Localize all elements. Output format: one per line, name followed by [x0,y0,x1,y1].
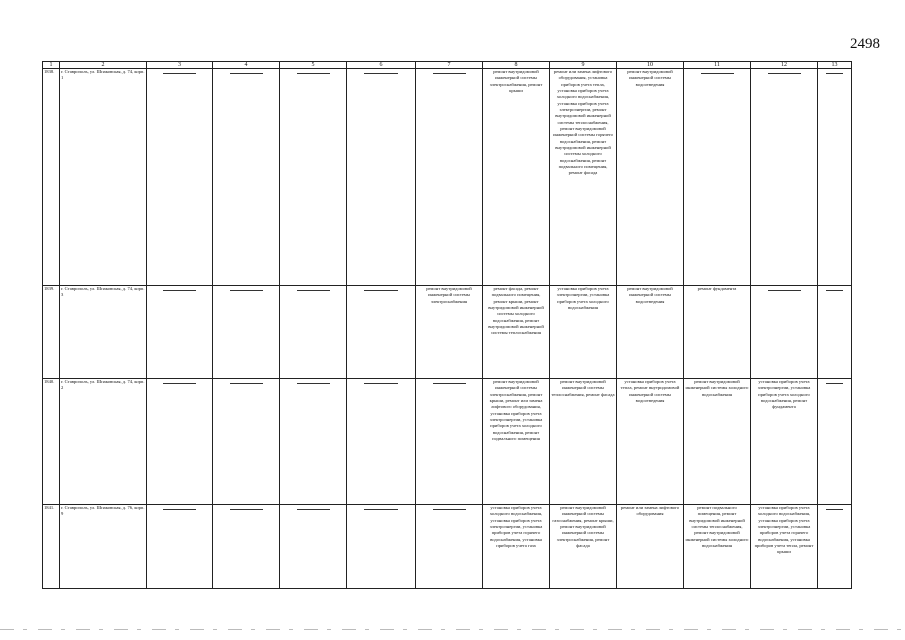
empty-cell [684,69,751,286]
column-number-row [43,62,852,69]
column-header: 3 [147,62,213,69]
row-address: г. Ставрополь, ул. Шпаковская, д. 76, корп. 9 [60,505,147,589]
empty-cell [347,379,416,505]
work-cell: ремонт внутридомовой инженерной системы электроснабжения, ремонт крыши [483,69,550,286]
table-row [43,379,852,505]
empty-cell [213,69,280,286]
work-cell: ремонт или замена лифтового оборудования, установка приборов учета тепла, установка приборов учета холодного водоснабжения, установка приборов учета электроэнергии, ремонт внутридомовой инженерной системы теплоснабжения, ремонт внутридомовой инженерной системы горячего водоснабжения, ремонт внутридомовой инженерной системы холодного водоснабжения, ремонт подвального помещения, ремонт фасада [550,69,617,286]
work-cell: ремонт внутридомовой инженерной системы теплоснабжения, ремонт фасада [550,379,617,505]
empty-cell [147,379,213,505]
work-cell: ремонт фасада, ремонт подвального помещения, ремонт крыши, ремонт внутридомовой инженерной системы холодного водоснабжения, ремонт внутридомовой инженерной системы теплоснабжения [483,286,550,379]
empty-cell [416,69,483,286]
column-header: 13 [818,62,852,69]
column-header: 7 [416,62,483,69]
row-number: 1838. [43,69,60,286]
column-header: 2 [60,62,147,69]
row-number: 1840. [43,379,60,505]
empty-cell [347,69,416,286]
empty-cell [280,286,347,379]
column-header: 6 [347,62,416,69]
empty-cell [751,286,818,379]
work-cell: ремонт внутридомовой инженерной системы водоотведения [617,286,684,379]
empty-cell [147,69,213,286]
work-cell: установка приборов учета холодного водоснабжения, установка приборов учета электроэнергии, установка приборов учета горячего водоснабжения, установка приборов учета газа [483,505,550,589]
work-cell: ремонт внутридомовой инженерной системы холодного водоснабжения [684,379,751,505]
page-number: 2498 [850,36,880,52]
work-cell: ремонт внутридомовой инженерной системы газоснабжения, ремонт крыши, ремонт внутридомовой инженерной системы электроснабжения, ремонт фасада [550,505,617,589]
work-cell: ремонт фундамента [684,286,751,379]
table-row [43,69,852,286]
column-header: 9 [550,62,617,69]
work-cell: ремонт или замена лифтового оборудования [617,505,684,589]
column-header: 8 [483,62,550,69]
row-number: 1839. [43,286,60,379]
empty-cell [347,505,416,589]
work-cell: установка приборов учета тепла, ремонт внутридомовой инженерной системы водоотведения [617,379,684,505]
column-header: 5 [280,62,347,69]
empty-cell [213,505,280,589]
column-header: 4 [213,62,280,69]
empty-cell [818,69,852,286]
work-cell: ремонт внутридомовой инженерной системы электроснабжения, ремонт крыши, ремонт или замена лифтового оборудования, установка приборов учета электроэнергии, установка приборов учета холодного водоснабжения, ремонт подвального помещения [483,379,550,505]
empty-cell [280,379,347,505]
work-cell: установка приборов учета холодного водоснабжения, установка приборов учета электроэнергии, установка приборов учета горячего водоснабжения, установка приборов учета тепла, ремонт крыши [751,505,818,589]
column-header: 11 [684,62,751,69]
empty-cell [751,69,818,286]
empty-cell [416,505,483,589]
empty-cell [213,286,280,379]
work-cell: установка приборов учета электроэнергии, установка приборов учета холодного водоснабжения [550,286,617,379]
empty-cell [818,286,852,379]
empty-cell [213,379,280,505]
work-cell: ремонт внутридомовой инженерной системы электроснабжения [416,286,483,379]
empty-cell [147,505,213,589]
empty-cell [818,379,852,505]
column-header: 10 [617,62,684,69]
row-number: 1841. [43,505,60,589]
empty-cell [280,69,347,286]
column-header: 12 [751,62,818,69]
work-cell: ремонт подвального помещения, ремонт внутридомовой инженерной системы теплоснабжения, ремонт внутридомовой инженерной системы холодного водоснабжения [684,505,751,589]
work-cell: установка приборов учета электроэнергии, установка приборов учета холодного водоснабжения, ремонт фундамента [751,379,818,505]
row-address: г. Ставрополь, ул. Шпаковская, д. 74, корп. 2 [60,379,147,505]
register-table [42,61,852,589]
empty-cell [280,505,347,589]
empty-cell [416,379,483,505]
work-cell: ремонт внутридомовой инженерной системы водоотведения [617,69,684,286]
table-row [43,505,852,589]
table-row [43,286,852,379]
scan-footer-artifact [0,628,905,631]
empty-cell [147,286,213,379]
column-header: 1 [43,62,60,69]
row-address: г. Ставрополь, ул. Шпаковская, д. 74, корп. 1 [60,69,147,286]
row-address: г. Ставрополь, ул. Шпаковская, д. 74, корп. 3 [60,286,147,379]
empty-cell [347,286,416,379]
empty-cell [818,505,852,589]
